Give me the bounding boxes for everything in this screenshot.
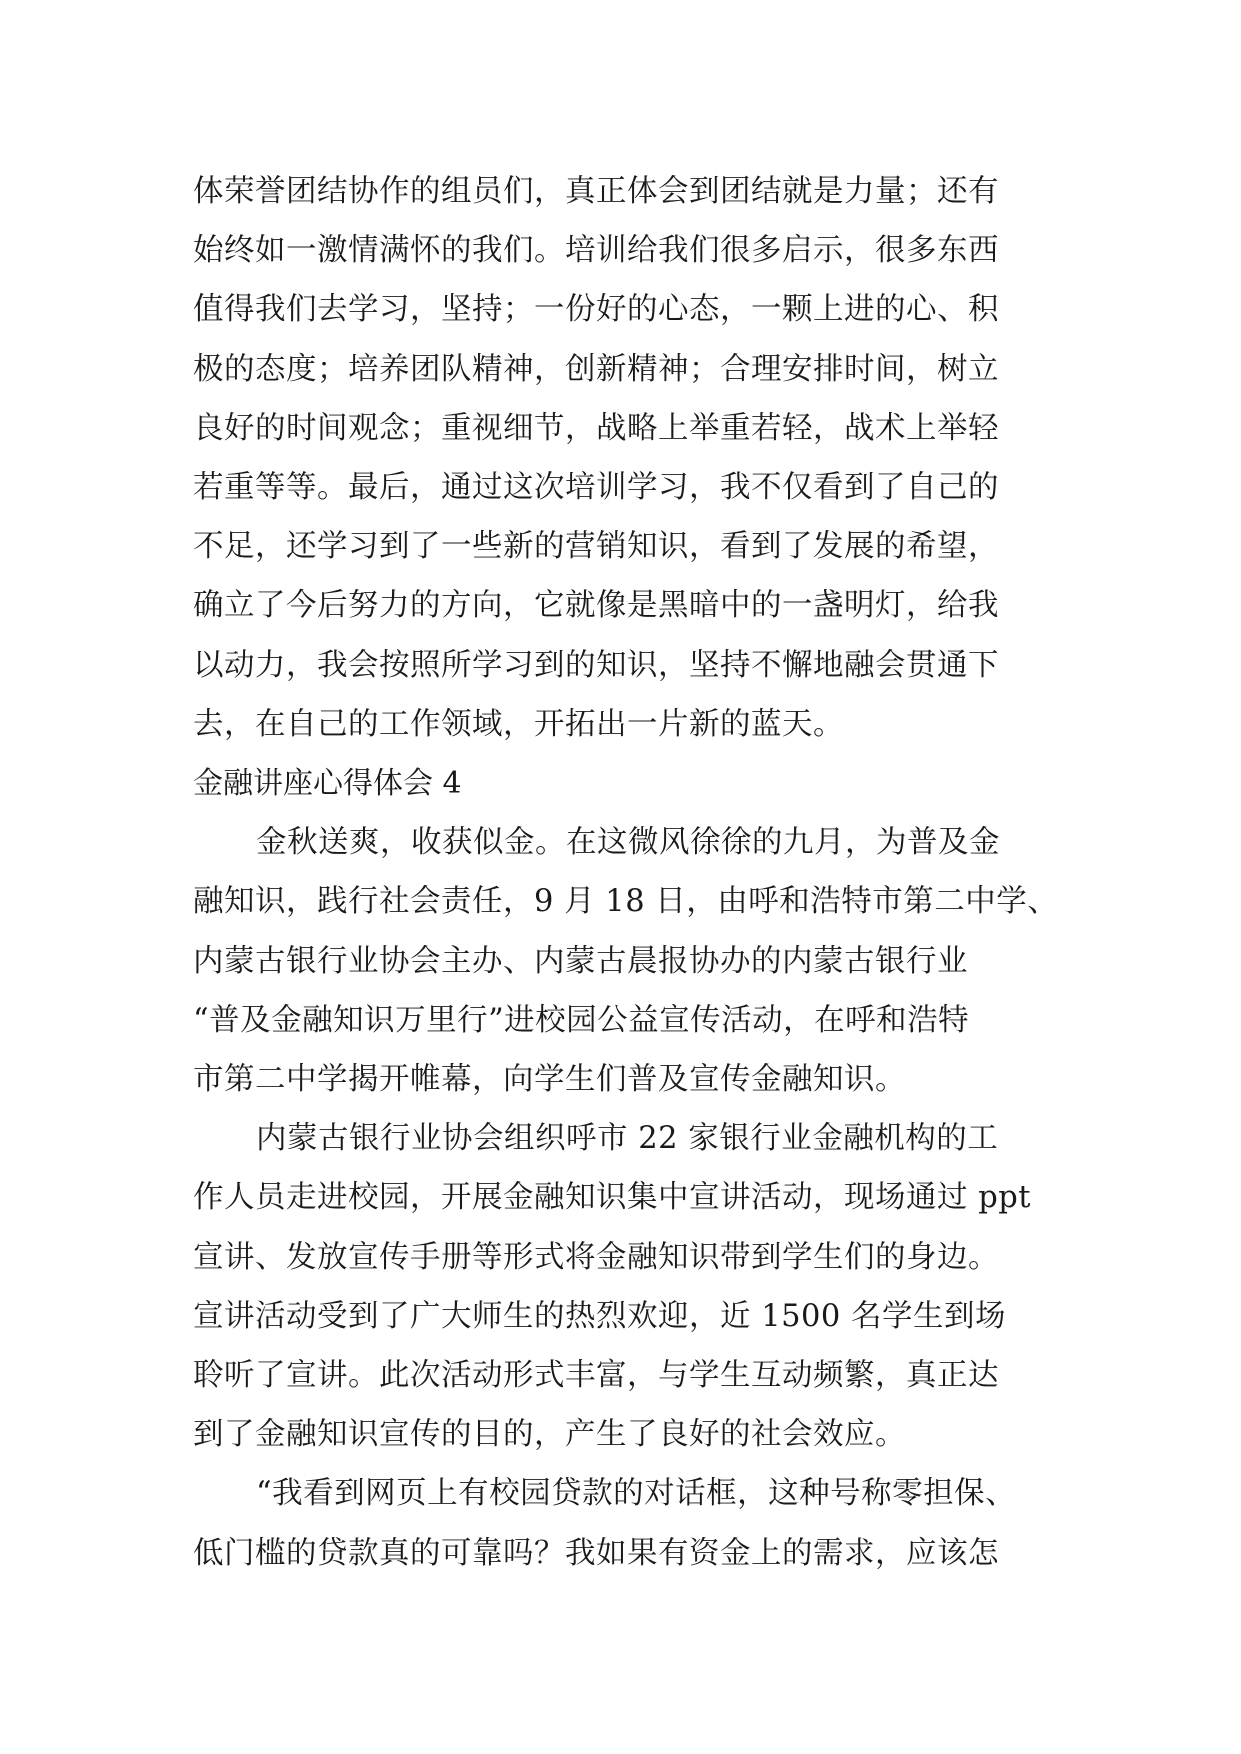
body-text — [193, 162, 1059, 1583]
text-line: 以动力，我会按照所学习到的知识，坚持不懈地融会贯通下 — [193, 647, 999, 683]
text-line: 低门槛的贷款真的可靠吗？我如果有资金上的需求，应该怎 — [193, 1535, 999, 1571]
text-line: 聆听了宣讲。此次活动形式丰富，与学生互动频繁，真正达 — [193, 1358, 999, 1394]
paragraph-first-line: “我看到网页上有校园贷款的对话框，这种号称零担保、 — [256, 1476, 1017, 1512]
text-line: 不足，还学习到了一些新的营销知识，看到了发展的希望， — [193, 529, 999, 565]
text-line: 去，在自己的工作领域，开拓出一片新的蓝天。 — [193, 706, 844, 742]
text-line: 宣讲、发放宣传手册等形式将金融知识带到学生们的身边。 — [193, 1239, 999, 1275]
text-line: 值得我们去学习，坚持；一份好的心态，一颗上进的心、积 — [193, 292, 999, 328]
text-line: 确立了今后努力的方向，它就像是黑暗中的一盏明灯，给我 — [193, 588, 999, 624]
section-heading: 金融讲座心得体会 4 — [193, 766, 462, 802]
text-line: 若重等等。最后，通过这次培训学习，我不仅看到了自己的 — [193, 470, 999, 506]
text-line: 良好的时间观念；重视细节，战略上举重若轻，战术上举轻 — [193, 410, 999, 446]
text-line: 始终如一激情满怀的我们。培训给我们很多启示，很多东西 — [193, 233, 999, 269]
text-line: 融知识，践行社会责任，9 月 18 日，由呼和浩特市第二中学、 — [193, 884, 1059, 920]
text-line: 作人员走进校园，开展金融知识集中宣讲活动，现场通过 ppt — [193, 1180, 1031, 1216]
text-line: 体荣誉团结协作的组员们，真正体会到团结就是力量；还有 — [193, 174, 999, 209]
paragraph-first-line: 内蒙古银行业协会组织呼市 22 家银行业金融机构的工 — [256, 1121, 999, 1157]
text-line: 市第二中学揭开帷幕，向学生们普及宣传金融知识。 — [193, 1062, 906, 1098]
text-line: 内蒙古银行业协会主办、内蒙古晨报协办的内蒙古银行业 — [193, 943, 968, 979]
paragraph-first-line: 金秋送爽，收获似金。在这微风徐徐的九月，为普及金 — [256, 825, 1000, 861]
text-line: 到了金融知识宣传的目的，产生了良好的社会效应。 — [193, 1417, 906, 1453]
text-line: 极的态度；培养团队精神，创新精神；合理安排时间，树立 — [193, 351, 999, 387]
text-line: “普及金融知识万里行”进校园公益宣传活动，在呼和浩特 — [193, 1002, 970, 1038]
text-line: 宣讲活动受到了广大师生的热烈欢迎，近 1500 名学生到场 — [193, 1298, 1007, 1334]
